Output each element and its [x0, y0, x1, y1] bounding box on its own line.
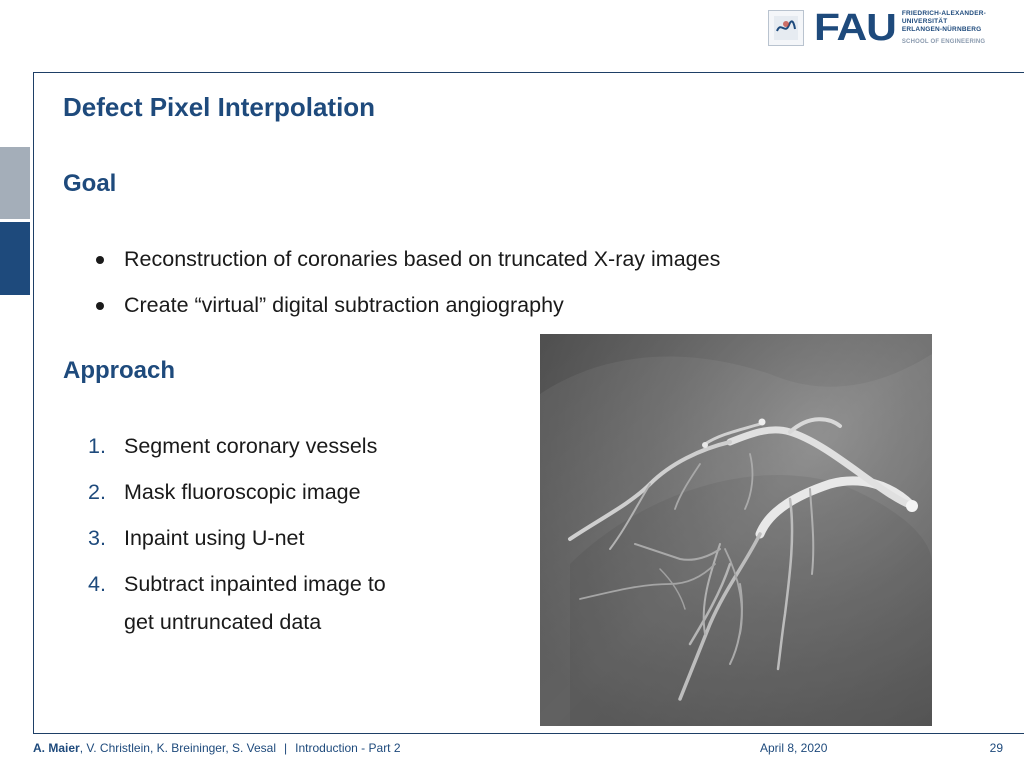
fau-name [902, 10, 986, 46]
goal-bullet-text: Create “virtual” digital subtraction angiography [124, 293, 564, 317]
step-number: 3. [88, 526, 106, 550]
goal-heading: Goal [63, 170, 117, 197]
footer-coauthors: , V. Christlein, K. Breininger, S. Vesal [79, 741, 277, 755]
side-tab-light [0, 147, 30, 219]
slide-title: Defect Pixel Interpolation [63, 92, 376, 122]
goal-bullet-list [92, 236, 720, 328]
approach-step [88, 515, 386, 561]
step-number: 1. [88, 434, 106, 458]
step-text: Mask fluoroscopic image [124, 480, 361, 504]
step-text: Inpaint using U-net [124, 526, 305, 550]
goal-bullet-text: Reconstruction of coronaries based on truncated X-ray images [124, 247, 721, 271]
slide-footer [33, 741, 1003, 759]
catheter-tip [906, 500, 918, 512]
vessel-highlight [702, 442, 708, 448]
angiography-image [540, 334, 932, 726]
step-text-continued: get untruncated data [124, 610, 322, 634]
fau-logo [768, 7, 986, 49]
step-text-block [124, 561, 386, 645]
footer-lecture: Introduction - Part 2 [295, 741, 401, 755]
approach-heading: Approach [63, 357, 176, 384]
fau-name-line1: FRIEDRICH-ALEXANDER- [901, 10, 986, 17]
bullet-dot-icon [96, 256, 104, 264]
fau-name-line3: ERLANGEN-NÜRNBERG [901, 26, 982, 33]
footer-lead-author: A. Maier [33, 741, 80, 755]
fau-school: SCHOOL OF ENGINEERING [901, 39, 986, 45]
vessel-highlight [759, 419, 766, 426]
goal-bullet [92, 236, 720, 282]
approach-step [88, 423, 386, 469]
step-text: Subtract inpainted image to [124, 572, 386, 596]
footer-separator: | [284, 741, 288, 755]
footer-credits [33, 741, 401, 755]
step-number: 4. [88, 572, 106, 596]
step-number: 2. [88, 480, 106, 504]
approach-step [88, 469, 386, 515]
goal-bullet [92, 282, 720, 328]
page-number: 29 [989, 741, 1003, 755]
step-text: Segment coronary vessels [124, 434, 378, 458]
approach-step [88, 561, 386, 645]
approach-step-list [88, 423, 386, 645]
footer-date: April 8, 2020 [760, 741, 828, 755]
side-tab-dark [0, 222, 30, 295]
fau-wordmark: FAU [813, 7, 896, 49]
fau-name-line2: UNIVERSITÄT [901, 18, 948, 25]
bullet-dot-icon [96, 302, 104, 310]
fau-seal-icon [768, 10, 804, 46]
